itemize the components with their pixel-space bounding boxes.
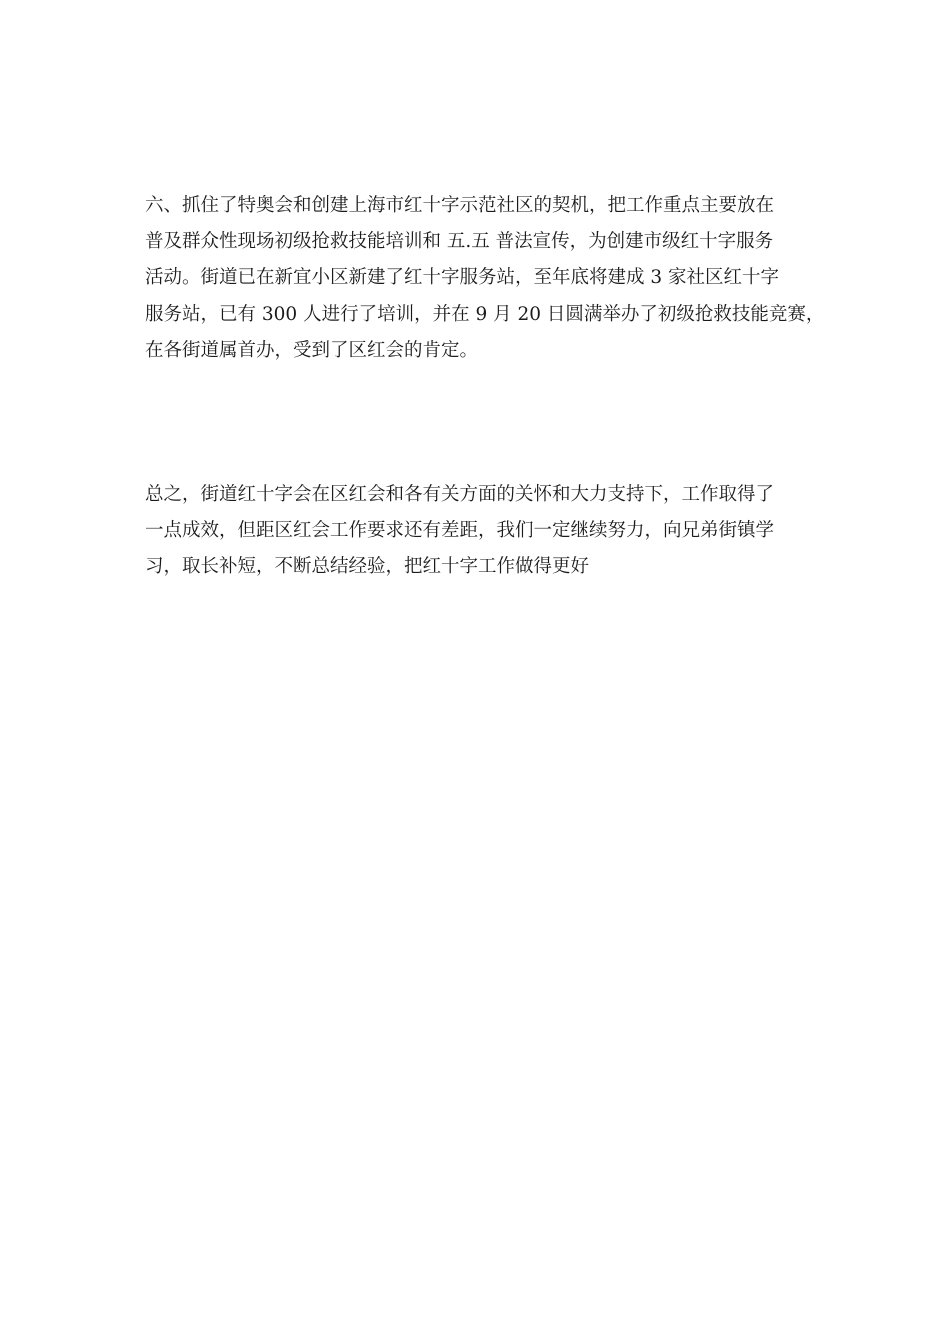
paragraph-line: 六、抓住了特奥会和创建上海市红十字示范社区的契机，把工作重点主要放在 [145,195,775,216]
paragraph-line: 服务站，已有 300 人进行了培训，并在 9 月 20 日圆满举办了初级抢救技能竞赛， [145,303,825,325]
paragraph-line: 在各街道属首办，受到了区红会的肯定。 [145,339,479,361]
paragraph-line: 一点成效，但距区红会工作要求还有差距，我们一定继续努力，向兄弟街镇学 [145,520,775,542]
paragraph-line: 总之，街道红十字会在区红会和各有关方面的关怀和大力支持下，工作取得了 [145,484,775,505]
paragraph-summary [145,477,825,586]
paragraph-line: 习，取长补短，不断总结经验，把红十字工作做得更好 [145,556,590,578]
paragraph-line: 普及群众性现场初级抢救技能培训和 五.五 普法宣传，为创建市级红十字服务 [145,231,774,253]
paragraph-line: 活动。街道已在新宜小区新建了红十字服务站，至年底将建成 3 家社区红十字 [145,267,780,289]
paragraph-six [145,188,825,369]
